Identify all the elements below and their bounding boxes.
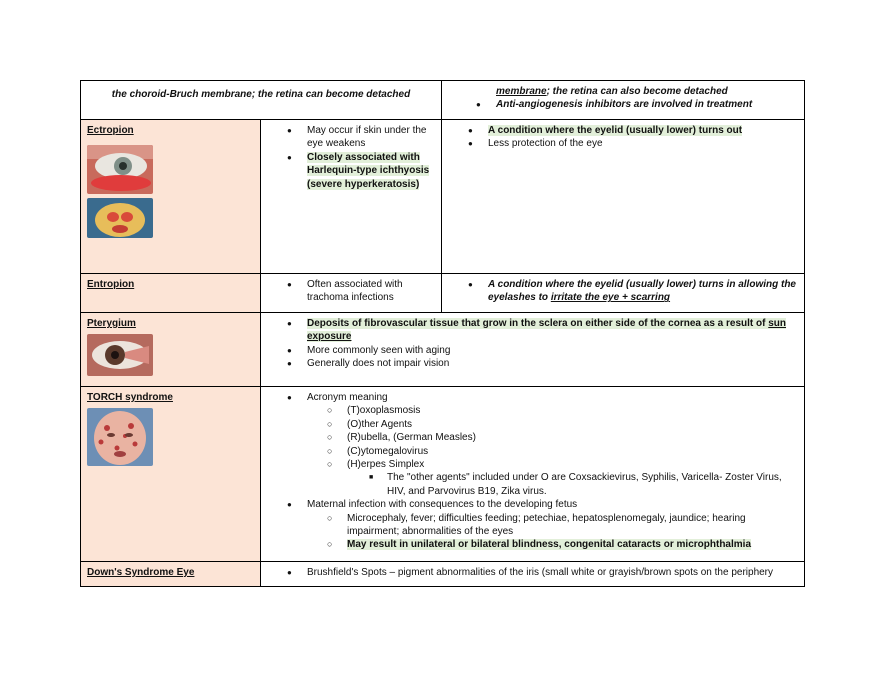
ectropion-eye-photo <box>87 145 153 194</box>
torch-desc-cell <box>261 387 805 562</box>
list-item: ● Often associated with trachoma infections <box>307 278 435 305</box>
pterygium-deposits <box>307 318 786 342</box>
highlighted-text: A condition where the eyelid (usually lower) turns out <box>488 125 743 136</box>
entropion-desc-underlined: irritate the eye + scarring <box>550 292 671 304</box>
entropion-desc: A condition where the eyelid (usually lower) turns in allowing the eyelashes to <box>488 279 796 304</box>
pterygium-title: Pterygium <box>87 318 136 329</box>
torch-title: TORCH syndrome <box>87 392 173 403</box>
downs-desc-cell <box>261 562 805 587</box>
list-item: ○ (O)ther Agents <box>347 418 798 431</box>
list-item <box>307 498 798 552</box>
list-item <box>488 278 798 305</box>
list-item <box>488 124 798 137</box>
entropion-title-cell <box>81 274 261 313</box>
table-row <box>81 120 805 274</box>
entropion-title: Entropion <box>87 279 135 290</box>
list-item <box>307 391 798 498</box>
table-row <box>81 313 805 387</box>
table-row <box>81 274 805 313</box>
list-item <box>307 317 798 344</box>
list-item: ○ (T)oxoplasmosis <box>347 404 798 417</box>
row0-left-text: the choroid-Bruch membrane; the retina can become detached <box>111 89 411 100</box>
list-item: ○ (R)ubella, (German Measles) <box>347 431 798 444</box>
pterygium-desc-underlined: sun exposure <box>307 318 787 343</box>
entropion-col2 <box>261 274 442 313</box>
row0-right-underlined: membrane <box>496 86 547 97</box>
row0-left-cell <box>81 81 442 120</box>
pterygium-desc: Deposits of fibrovascular tissue that grow in the sclera on either side of the cornea as a result of <box>307 318 769 329</box>
list-item: ○ Microcephaly, fever; difficulties feeding; petechiae, hepatosplenomegaly, jaundice; hearing impairment; abnormalities of the eyes <box>347 512 798 539</box>
pterygium-desc-cell <box>261 313 805 387</box>
list-item: ● Brushfield's Spots – pigment abnormalities of the iris (small white or grayish/brown spots on the periphery <box>307 566 798 579</box>
list-item: ○ (C)ytomegalovirus <box>347 445 798 458</box>
list-item <box>307 151 435 191</box>
torch-title-cell <box>81 387 261 562</box>
list-item: ■ The "other agents" included under O are Coxsackievirus, Syphilis, Varicella- Zoster Virus, HIV, and Parvovirus B19, Zika virus. <box>387 471 798 498</box>
list-item <box>347 458 798 498</box>
row0-right-cell <box>442 81 805 120</box>
ectropion-title: Ectropion <box>87 125 134 136</box>
ectropion-title-cell <box>81 120 261 274</box>
pterygium-title-cell <box>81 313 261 387</box>
acronym-herpes: (H)erpes Simplex <box>347 459 425 471</box>
ectropion-col3 <box>442 120 805 274</box>
table-row <box>81 562 805 587</box>
entropion-col3 <box>442 274 805 313</box>
maternal-infection: Maternal infection with consequences to the developing fetus <box>307 499 578 511</box>
conditions-table <box>80 80 805 587</box>
list-item: ● May occur if skin under the eye weakens <box>307 124 435 151</box>
table-row <box>81 81 805 120</box>
list-item <box>347 538 798 551</box>
pterygium-eye-photo <box>87 334 153 376</box>
harlequin-ichthyosis-photo <box>87 198 153 238</box>
table-row <box>81 387 805 562</box>
list-item: ● More commonly seen with aging <box>307 344 798 357</box>
acronym-meaning: Acronym meaning <box>307 392 388 403</box>
torch-infant-photo <box>87 408 153 466</box>
downs-title: Down's Syndrome Eye <box>87 567 195 578</box>
highlighted-text: May result in unilateral or bilateral blindness, congenital cataracts or microphthalmia <box>347 539 751 551</box>
list-item: ● Less protection of the eye <box>488 137 798 150</box>
list-item: ● Generally does not impair vision <box>307 357 798 370</box>
highlighted-text: Closely associated with Harlequin-type ichthyosis (severe hyperkeratosis) <box>307 151 430 190</box>
row0-right-rest: ; the retina can also become detached <box>546 86 728 97</box>
ectropion-col2 <box>261 120 442 274</box>
downs-title-cell <box>81 562 261 587</box>
list-item: ● Anti-angiogenesis inhibitors are involved in treatment <box>496 98 798 111</box>
